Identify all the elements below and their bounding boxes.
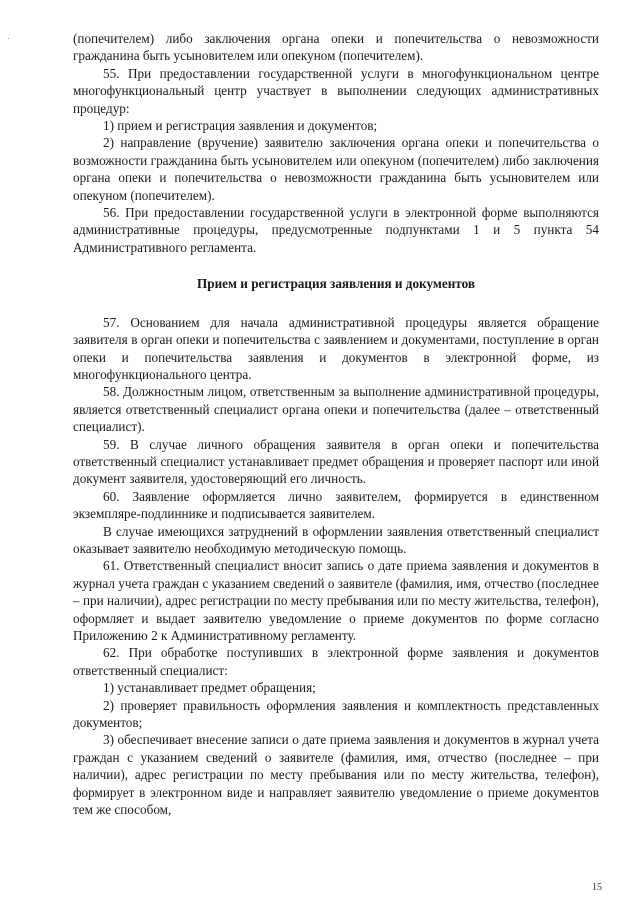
paragraph-57: 57. Основанием для начала административной процедуры является обращение заявителя в орган опеки и попечительства с заявлением и документами, поступление в орган опеки и попечительства заявления и документов в электронной форме, из многофункционального центра. [73,314,599,382]
paragraph-60: 60. Заявление оформляется лично заявителем, формируется в единственном экземпляре-подлиннике и подписывается заявителем. [73,488,599,522]
paragraph-62-item-1: 1) устанавливает предмет обращения; [103,680,316,696]
paragraph-56: 56. При предоставлении государственной услуги в электронной форме выполняются административные процедуры, предусмотренные подпунктами 1 и 5 пункта 54 Административного регламента. [73,205,599,255]
section-heading: Прием и регистрация заявления и документов [196,276,475,292]
paragraph-62-item-2: 2) проверяет правильность оформления заявления и комплектность представленных документов; [73,697,599,731]
paragraph-59: 59. В случае личного обращения заявителя в орган опеки и попечительства ответственный специалист устанавливает предмет обращения и проверяет паспорт или иной документ заявителя, удостоверяющий его личность. [73,436,599,487]
paragraph-58: 58. Должностным лицом, ответственным за выполнение административной процедуры, является ответственный специалист органа опеки и попечительства (далее – ответственный специалист). [73,384,599,435]
paragraph-60-continuation: В случае имеющихся затруднений в оформлении заявления ответственный специалист оказывает заявителю необходимую методическую помощь. [73,523,599,556]
paragraph-61: 61. Ответственный специалист вносит запись о дате приема заявления и документов в журнал учета граждан с указанием сведений о заявителе (фамилия, имя, отчество (последнее – при наличии), адрес регистрации по месту пребывания или по месту жительства, телефон), оформляет и выдает заявителю уведомление о приеме документов по форме согласно Приложению 2 к Административному регламенту. [73,558,599,643]
paragraph-62-item-3: 3) обеспечивает внесение записи о дате приема заявления и документов в журнал учета граждан с указанием сведений о заявителе (фамилия, имя, отчество (последнее – при наличии), адрес регистрации по месту пребывания или по месту жительства, телефон), формирует в электронном виде и направляет заявителю уведомление о приеме документов тем же способом, [73,732,599,818]
paragraph-55: 55. При предоставлении государственной услуги в многофункциональном центре многофункциональный центр участвует в выполнении следующих административных процедур: [73,65,599,116]
paragraph-55-item-2: 2) направление (вручение) заявителю заключения органа опеки и попечительства о возможности гражданина быть усыновителем или опекуном (попечителем) либо заключения органа опеки и попечительства о невозможности гражданина быть усыновителем или опекуном (попечителем). [73,135,599,203]
page-number: 15 [592,882,602,893]
paragraph-continuation: (попечителем) либо заключения органа опеки и попечительства о невозможности гражданина быть усыновителем или опекуном (попечителем). [73,31,599,64]
scan-speck [8,38,9,39]
document-body [73,30,599,818]
paragraph-55-item-1: 1) прием и регистрация заявления и документов; [103,118,378,134]
paragraph-62: 62. При обработке поступивших в электронной форме заявления и документов ответственный специалист: [73,645,599,678]
